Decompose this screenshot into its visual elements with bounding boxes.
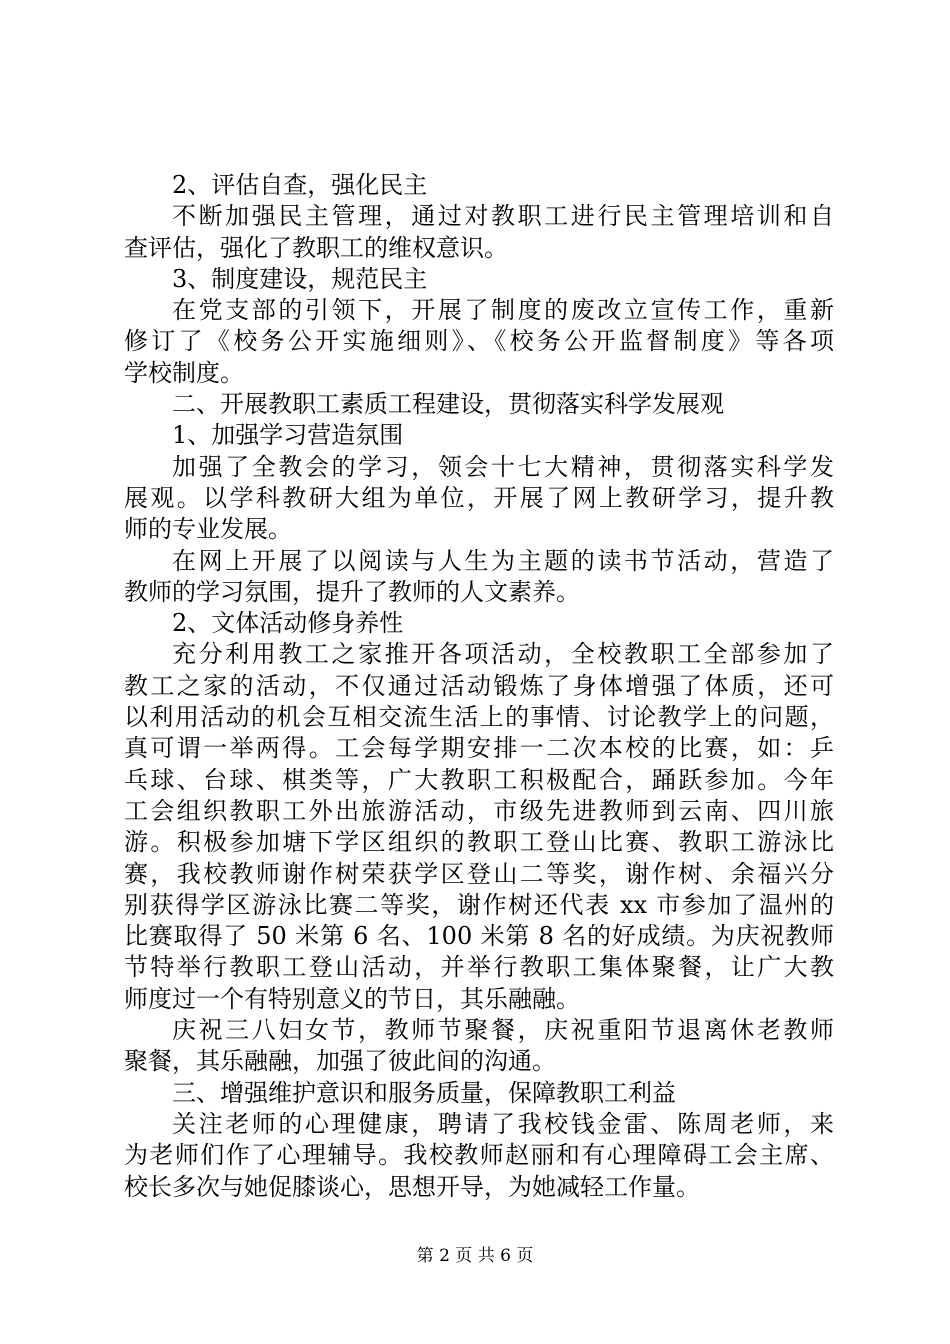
paragraph-line: 工会组织教职工外出旅游活动，市级先进教师到云南、四川旅 — [124, 796, 834, 825]
paragraph-line: 充分利用教工之家推开各项活动，全校教职工全部参加了 — [172, 640, 834, 669]
paragraph-line: 加强了全教会的学习，领会十七大精神，贯彻落实科学发 — [172, 452, 834, 481]
paragraph-line: 以利用活动的机会互相交流生活上的事情、讨论教学上的问题， — [124, 703, 834, 732]
paragraph-line: 赛，我校教师谢作树荣获学区登山二等奖，谢作树、余福兴分 — [124, 859, 834, 888]
paragraph-line: 为老师们作了心理辅导。我校教师赵丽和有心理障碍工会主席、 — [124, 1141, 834, 1170]
paragraph-line: 查评估，强化了教职工的维权意识。 — [124, 233, 508, 262]
section-heading-part-three: 三、增强维护意识和服务质量，保障教职工利益 — [172, 1078, 676, 1107]
paragraph-line: 师度过一个有特别意义的节日，其乐融融。 — [124, 984, 580, 1013]
paragraph-line: 真可谓一举两得。工会每学期安排一二次本校的比赛，如：乒 — [124, 734, 834, 763]
paragraph-line: 展观。以学科教研大组为单位，开展了网上教研学习，提升教 — [124, 483, 834, 512]
paragraph-line: 教工之家的活动，不仅通过活动锻炼了身体增强了体质，还可 — [124, 671, 834, 700]
paragraph-line: 比赛取得了 50 米第 6 名、100 米第 8 名的好成绩。为庆祝教师 — [124, 922, 834, 951]
paragraph-line: 修订了《校务公开实施细则》、《校务公开监督制度》等各项 — [124, 327, 834, 356]
paragraph-line: 学校制度。 — [124, 358, 244, 387]
paragraph-line: 不断加强民主管理，通过对教职工进行民主管理培训和自 — [172, 202, 834, 231]
document-body — [124, 170, 834, 1203]
paragraph-line: 在网上开展了以阅读与人生为主题的读书节活动，营造了 — [172, 546, 834, 575]
paragraph-line: 教师的学习氛围，提升了教师的人文素养。 — [124, 577, 580, 606]
paragraph-line: 乓球、台球、棋类等，广大教职工积极配合，踊跃参加。今年 — [124, 765, 834, 794]
section-heading-2-democracy-check: 2、评估自查，强化民主 — [172, 171, 428, 199]
paragraph-line: 游。积极参加塘下学区组织的教职工登山比赛、教职工游泳比 — [124, 828, 834, 857]
paragraph-line: 关注老师的心理健康，聘请了我校钱金雷、陈周老师，来 — [172, 1109, 834, 1138]
page-number-footer: 第 2 页 共 6 页 — [416, 1246, 534, 1266]
paragraph-line: 庆祝三八妇女节，教师节聚餐，庆祝重阳节退离休老教师 — [172, 1016, 834, 1045]
paragraph-line: 别获得学区游泳比赛二等奖，谢作树还代表 xx 市参加了温州的 — [124, 890, 834, 919]
paragraph-line: 聚餐，其乐融融，加强了彼此间的沟通。 — [124, 1047, 556, 1076]
section-heading-2-activities: 2、文体活动修身养性 — [172, 609, 404, 638]
section-heading-1-study: 1、加强学习营造氛围 — [172, 421, 404, 450]
paragraph-line: 校长多次与她促膝谈心，思想开导，为她减轻工作量。 — [124, 1172, 700, 1201]
paragraph-line: 在党支部的引领下，开展了制度的废改立宣传工作，重新 — [172, 296, 834, 325]
section-heading-part-two: 二、开展教职工素质工程建设，贯彻落实科学发展观 — [172, 390, 724, 419]
section-heading-3-system-building: 3、制度建设，规范民主 — [172, 264, 428, 293]
paragraph-line: 师的专业发展。 — [124, 515, 292, 544]
paragraph-line: 节特举行教职工登山活动，并举行教职工集体聚餐，让广大教 — [124, 953, 834, 982]
